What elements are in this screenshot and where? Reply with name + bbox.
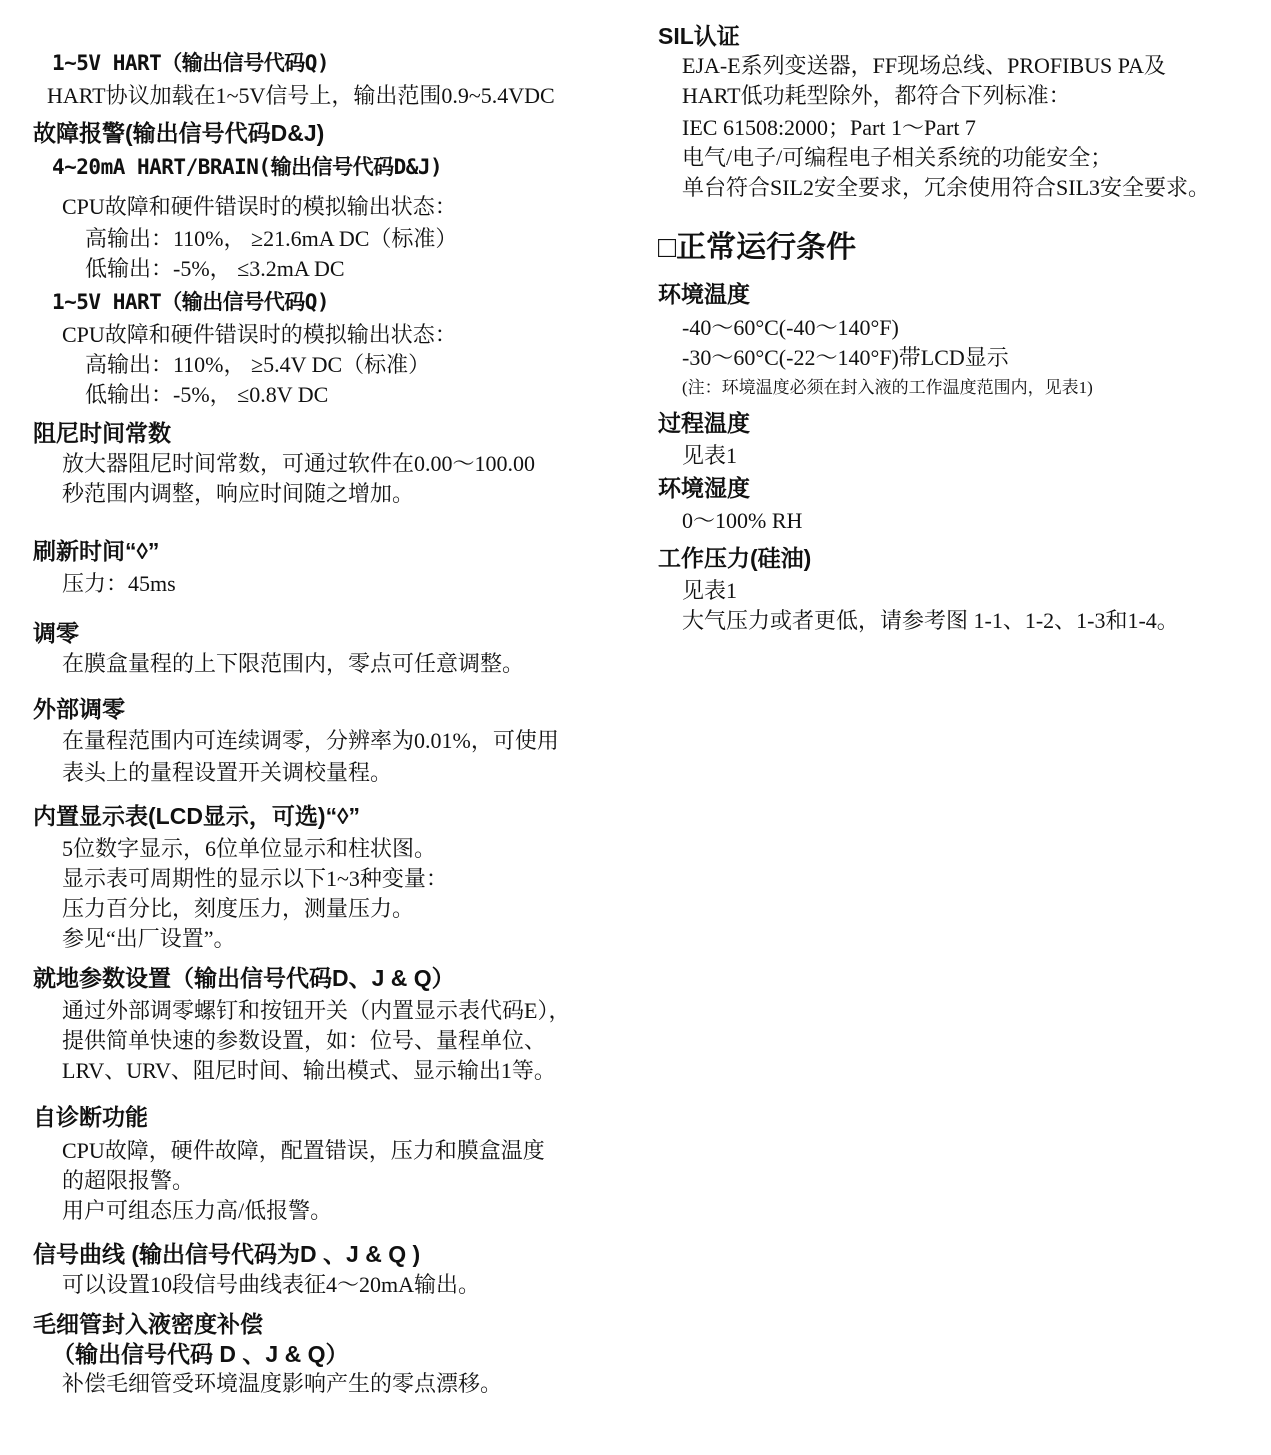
- body-line: 放大器阻尼时间常数，可通过软件在0.00～100.00: [62, 451, 536, 476]
- section-capillary-compensation: [33, 1309, 633, 1399]
- section-signal-curve: [33, 1239, 633, 1300]
- section-local-param: [33, 963, 633, 1086]
- body-line: 可以设置10段信号曲线表征4～20mA输出。: [62, 1272, 481, 1297]
- section-damping: [33, 418, 633, 509]
- section-sil-certification: [658, 21, 1258, 203]
- section-heading: 阻尼时间常数: [33, 420, 171, 446]
- section-heading: 1~5V HART（输出信号代码Q): [52, 51, 330, 75]
- body-line: 单台符合SIL2安全要求，冗余使用符合SIL3安全要求。: [682, 175, 1211, 200]
- body-line: 压力百分比，刻度压力，测量压力。: [62, 896, 415, 921]
- footnote: (注：环境温度必须在封入液的工作温度范围内，见表1): [682, 378, 1093, 397]
- body-line: LRV、URV、阻尼时间、输出模式、显示输出1等。: [62, 1058, 556, 1083]
- body-line: 5位数字显示，6位单位显示和柱状图。: [62, 836, 437, 861]
- section-ambient-humidity: [658, 473, 1258, 536]
- body-line: 低输出：-5%， ≤0.8V DC: [85, 382, 329, 407]
- body-line: HART协议加载在1~5V信号上，输出范围0.9~5.4VDC: [47, 83, 555, 108]
- section-heading: SIL认证: [658, 23, 740, 49]
- section-heading: 工作压力(硅油): [658, 545, 812, 571]
- section-update-time: [33, 536, 633, 599]
- sub-heading: 1~5V HART（输出信号代码Q): [52, 290, 330, 314]
- body-line: 见表1: [682, 578, 738, 603]
- section-heading: 外部调零: [33, 696, 125, 722]
- section-external-zero: [33, 694, 633, 788]
- section-lcd-display: [33, 801, 633, 954]
- body-line: CPU故障和硬件错误时的模拟输出状态：: [62, 194, 457, 219]
- body-line: 在膜盒量程的上下限范围内，零点可任意调整。: [62, 651, 525, 676]
- section-heading: 信号曲线 (输出信号代码为D 、J & Q ): [33, 1241, 421, 1267]
- body-line: EJA-E系列变送器，FF现场总线、PROFIBUS PA及: [682, 53, 1166, 78]
- body-line: 用户可组态压力高/低报警。: [62, 1198, 333, 1223]
- section-heading: 内置显示表(LCD显示，可选)“◊”: [33, 803, 360, 829]
- body-line: IEC 61508:2000；Part 1～Part 7: [682, 115, 976, 140]
- section-ambient-temperature: [658, 279, 1258, 401]
- body-line: CPU故障和硬件错误时的模拟输出状态：: [62, 322, 457, 347]
- section-fault-alarm: [33, 118, 633, 410]
- body-line: 见表1: [682, 443, 738, 468]
- body-line: 高输出：110%， ≥5.4V DC（标准）: [85, 352, 431, 377]
- body-line: 低输出：-5%， ≤3.2mA DC: [85, 256, 345, 281]
- body-line: 电气/电子/可编程电子相关系统的功能安全；: [682, 145, 1113, 170]
- section-self-diagnostics: [33, 1102, 633, 1226]
- body-line: 显示表可周期性的显示以下1~3种变量：: [62, 866, 448, 891]
- body-line: CPU故障，硬件故障，配置错误，压力和膜盒温度: [62, 1138, 545, 1163]
- body-line: 秒范围内调整，响应时间随之增加。: [62, 481, 415, 506]
- section-heading: 自诊断功能: [33, 1104, 148, 1130]
- body-line: 在量程范围内可连续调零，分辨率为0.01%，可使用: [62, 728, 559, 753]
- section-heading: 过程温度: [658, 410, 750, 436]
- section-heading: 环境湿度: [658, 475, 750, 501]
- section-heading: 就地参数设置（输出信号代码D、J & Q）: [33, 965, 455, 991]
- body-line: HART低功耗型除外，都符合下列标准：: [682, 83, 1071, 108]
- section-zero-adjust: [33, 618, 633, 679]
- body-line: 大气压力或者更低，请参考图 1-1、1-2、1-3和1-4。: [682, 608, 1179, 633]
- body-line: 补偿毛细管受环境温度影响产生的零点漂移。: [62, 1371, 503, 1396]
- body-line: -30～60°C(-22～140°F)带LCD显示: [682, 345, 1009, 370]
- body-line: 压力：45ms: [62, 571, 176, 596]
- body-line: 参见“出厂设置”。: [62, 926, 236, 951]
- body-line: 的超限报警。: [62, 1168, 195, 1193]
- body-line: 0～100% RH: [682, 508, 803, 533]
- chapter-title: □正常运行条件: [658, 231, 857, 264]
- section-heading: 环境温度: [658, 281, 750, 307]
- section-working-pressure: [658, 543, 1258, 636]
- section-hart-1-5v: [33, 48, 633, 111]
- body-line: 提供简单快速的参数设置，如：位号、量程单位、: [62, 1028, 547, 1053]
- body-line: 通过外部调零螺钉和按钮开关（内置显示表代码E），: [62, 998, 571, 1023]
- section-heading: 毛细管封入液密度补偿: [33, 1311, 263, 1337]
- body-line: 高输出：110%， ≥21.6mA DC（标准）: [85, 226, 458, 251]
- section-heading: 调零: [33, 620, 79, 646]
- body-line: -40～60°C(-40～140°F): [682, 315, 899, 340]
- section-heading: 故障报警(输出信号代码D&J): [33, 120, 325, 146]
- body-line: 表头上的量程设置开关调校量程。: [62, 760, 393, 785]
- sub-heading: 4~20mA HART/BRAIN(输出信号代码D&J): [52, 155, 443, 179]
- section-normal-operating-conditions: [658, 228, 1258, 268]
- section-heading-line2: （输出信号代码 D 、J & Q）: [52, 1341, 349, 1367]
- section-heading: 刷新时间“◊”: [33, 538, 160, 564]
- section-process-temperature: [658, 408, 1258, 471]
